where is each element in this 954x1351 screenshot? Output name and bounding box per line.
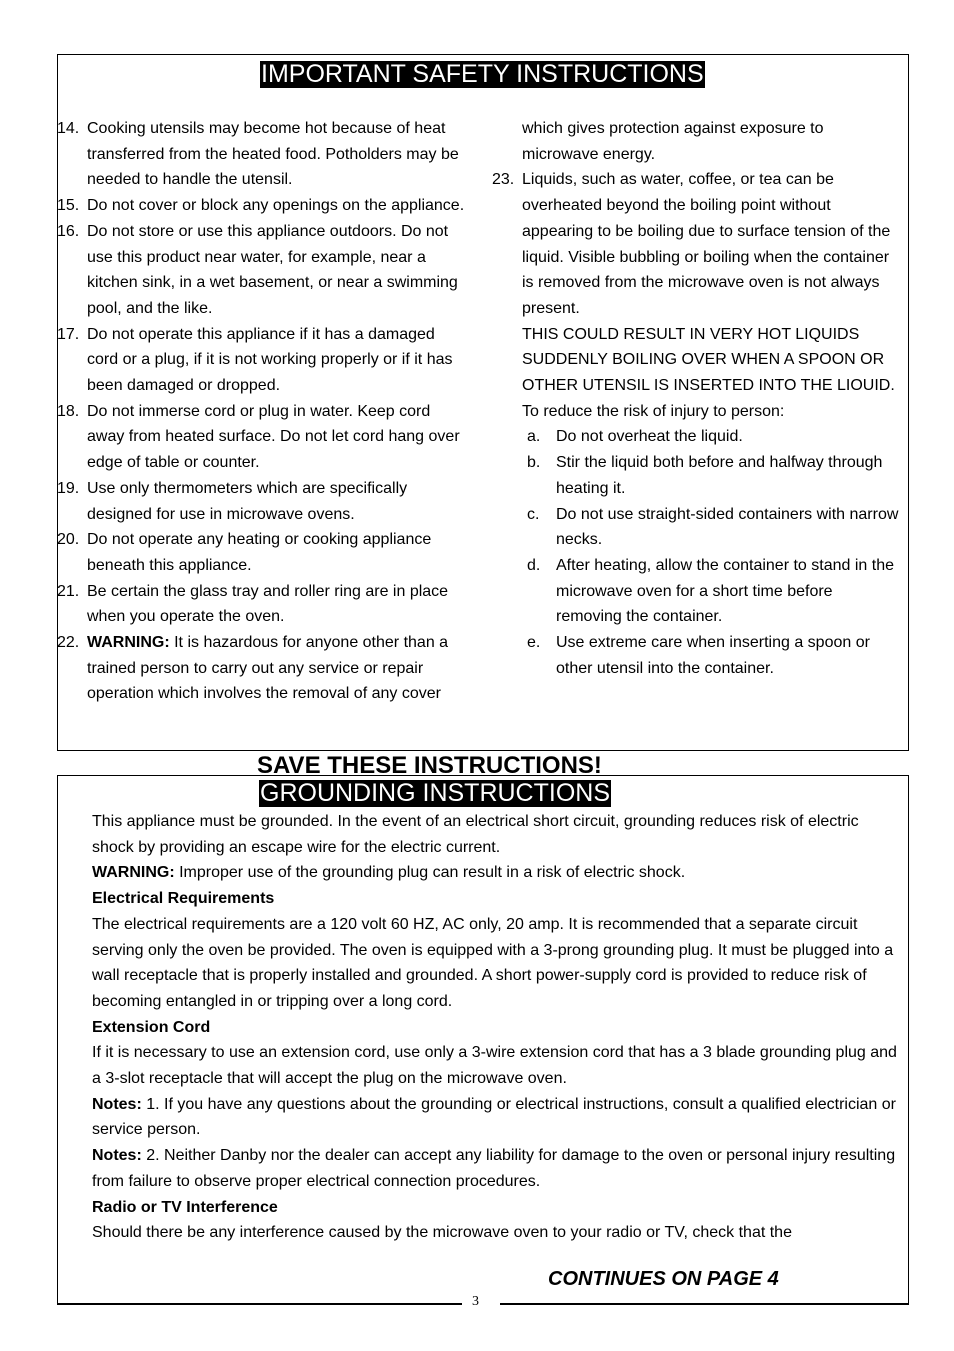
item-text: Do not immerse cord or plug in water. Keep cord away from heated surface. Do not let cord hang over edge of table or counter. [87, 402, 460, 472]
footer-rule-right [500, 1303, 909, 1305]
item-number: 18. [57, 402, 80, 420]
item-text: Do not operate any heating or cooking appliance beneath this appliance. [87, 531, 432, 574]
list-item-14 [57, 116, 467, 193]
electrical-requirements-text: The electrical requirements are a 120 volt 60 HZ, AC only, 20 amp. It is recommended that a separate circuit serving only the oven be provided. The oven is equipped with a 3-prong grounding plug. It must be plugged into a wall receptacle that is properly installed and grounded. A short power-supply cord is provided to reduce risk of becoming entangled in or tripping over a long cord. [92, 915, 894, 1010]
item-text: Cooking utensils may become hot because of heat transferred from the heated food. Potholders may be needed to handle the utensil. [87, 120, 459, 189]
heading-text: Radio or TV Interference [92, 1198, 278, 1216]
sub-item-text: Do not use straight-sided containers with narrow necks. [556, 505, 899, 549]
note-label: Notes: [92, 1095, 142, 1113]
caps-warning: THIS COULD RESULT IN VERY HOT LIQUIDS SUDDENLY BOILING OVER WHEN A SPOON OR OTHER UTENSIL IS INSERTED INTO THE LIOUID. [522, 325, 895, 395]
sub-item-letter: b. [527, 454, 541, 472]
grounding-intro: This appliance must be grounded. In the event of an electrical short circuit, grounding reduces risk of electric shock by providing an escape wire for the electric current. [92, 813, 859, 856]
note-text: 1. If you have any questions about the grounding or electrical instructions, consult a qualified electrician or service person. [92, 1095, 896, 1139]
item-number: 16. [57, 222, 80, 240]
warning-paragraph [92, 860, 902, 886]
heading-text: Extension Cord [92, 1018, 211, 1036]
list-item-21 [57, 579, 467, 630]
list-item-23 [492, 167, 902, 321]
continues-on-page-4: CONTINUES ON PAGE 4 [548, 1268, 779, 1290]
sub-item-letter: d. [527, 556, 541, 574]
sub-item-letter: e. [527, 634, 541, 652]
item-number: 20. [57, 531, 80, 549]
item-number: 23. [492, 171, 515, 189]
left-column [57, 116, 467, 707]
extension-cord-text: If it is necessary to use an extension cord, use only a 3-wire extension cord that has a 3 blade grounding plug and a 3-slot receptacle that will accept the plug on the microwave oven. [92, 1044, 897, 1088]
item-number: 21. [57, 582, 80, 600]
right-column [492, 116, 902, 681]
sub-item-c [492, 502, 902, 553]
item-text: Be certain the glass tray and roller ring are in place when you operate the oven. [87, 582, 449, 626]
radio-tv-heading [92, 1195, 902, 1221]
grounding-instructions-title: GROUNDING INSTRUCTIONS [260, 779, 610, 807]
list-item-20 [57, 527, 467, 578]
sub-item-b [492, 450, 902, 501]
warning-text: Improper use of the grounding plug can result in a risk of electric shock. [174, 864, 686, 882]
item-text: Do not store or use this appliance outdoors. Do not use this product near water, for example, near a kitchen sink, in a wet basement, or near a swimming pool, and the like. [87, 222, 458, 317]
note-label: Notes: [92, 1147, 142, 1165]
sub-item-text: Do not overheat the liquid. [556, 428, 743, 446]
list-item-19 [57, 476, 467, 527]
note-1 [92, 1092, 902, 1143]
safety-instructions-title: IMPORTANT SAFETY INSTRUCTIONS [261, 60, 704, 88]
sub-list [492, 424, 902, 681]
item-22-continuation: which gives protection against exposure to microwave energy. [522, 120, 824, 163]
sub-item-d [492, 553, 902, 630]
note-2 [92, 1143, 902, 1194]
list-item-17 [57, 322, 467, 399]
item-text: Do not operate this appliance if it has a damaged cord or a plug, if it is not working properly or if it has been damaged or dropped. [87, 325, 453, 395]
item-number: 22. [57, 634, 80, 652]
sub-item-text: After heating, allow the container to stand in the microwave oven for a short time before removing the container. [556, 556, 894, 626]
item-number: 15. [57, 197, 80, 215]
sub-item-e [492, 630, 902, 681]
sub-item-a [492, 424, 902, 450]
item-text: Liquids, such as water, coffee, or tea can be overheated beyond the boiling point without appearing to be boiling due to surface tension of the liquid. Visible bubbling or boiling when the container is removed from the microwave oven is not always present. [522, 171, 891, 317]
sub-item-letter: a. [527, 428, 541, 446]
list-item-16 [57, 219, 467, 322]
note-text: 2. Neither Danby nor the dealer can accept any liability for damage to the oven or personal injury resulting from failure to observe proper electrical connection procedures. [92, 1147, 896, 1190]
warning-label: WARNING: [92, 864, 175, 882]
footer-rule-left [57, 1303, 462, 1305]
list-item-22 [57, 630, 467, 707]
list-item-18 [57, 399, 467, 476]
electrical-requirements-heading [92, 886, 902, 912]
item-number: 17. [57, 325, 80, 343]
item-number: 19. [57, 479, 80, 497]
list-item-15 [57, 193, 467, 219]
reduce-risk-intro: To reduce the risk of injury to person: [522, 402, 785, 420]
item-text: Do not cover or block any openings on the appliance. [87, 197, 465, 215]
sub-item-text: Stir the liquid both before and halfway through heating it. [556, 454, 883, 497]
save-instructions-heading: SAVE THESE INSTRUCTIONS! [257, 752, 602, 779]
page-number: 3 [472, 1294, 479, 1309]
grounding-body [92, 809, 902, 1246]
item-text: Use only thermometers which are specifically designed for use in microwave ovens. [87, 479, 408, 523]
warning-label: WARNING: [87, 634, 170, 652]
heading-text: Electrical Requirements [92, 890, 275, 908]
sub-item-letter: c. [527, 505, 540, 523]
item-number: 14. [57, 120, 80, 137]
item-text: It is hazardous for anyone other than a trained person to carry out any service or repair operation which involves the removal of any cover [87, 634, 449, 703]
sub-item-text: Use extreme care when inserting a spoon or other utensil into the container. [556, 634, 870, 677]
radio-tv-text: Should there be any interference caused by the microwave oven to your radio or TV, check that the [92, 1224, 792, 1242]
extension-cord-heading [92, 1015, 902, 1041]
